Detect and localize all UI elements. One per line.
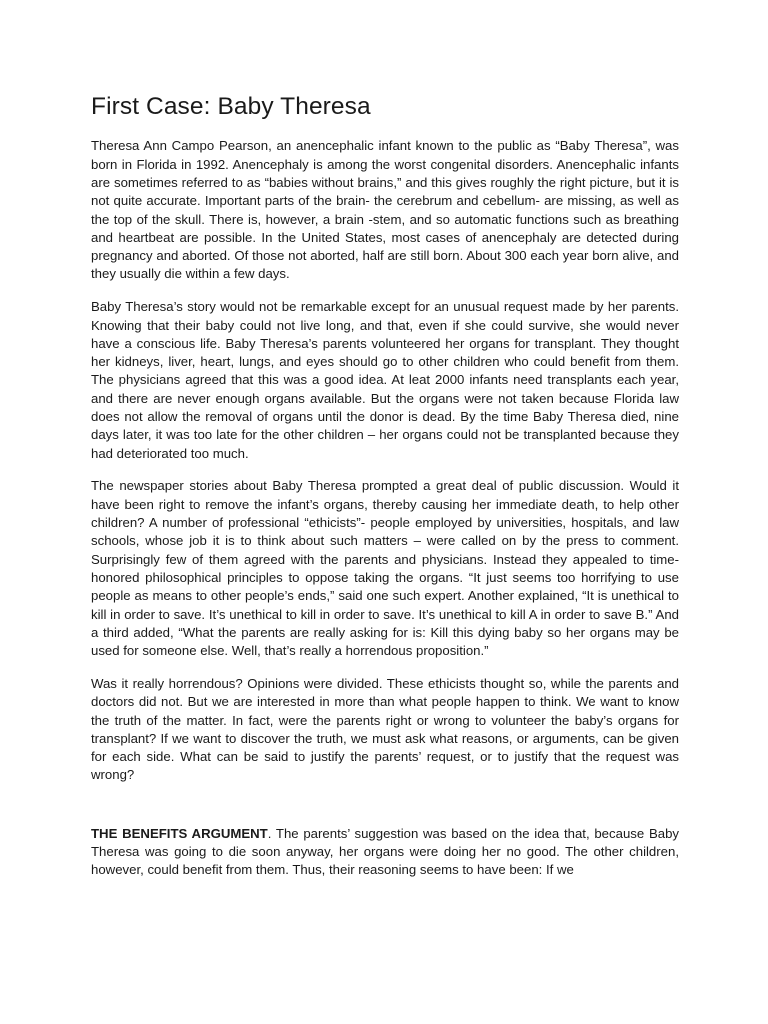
document-title: First Case: Baby Theresa xyxy=(91,93,371,120)
paragraph-question: Was it really horrendous? Opinions were divided. These ethicists thought so, while the parents and doctors did not. But we are interested in more than what people happen to think. We want to know the truth of the matter. In fact, were the parents right or wrong to volunteer the baby’s organs for transplant? If we want to discover the truth, we must ask what reasons, or arguments, can be given for each side. What can be said to justify the parents’ request, or to justify that the request was wrong? xyxy=(91,675,679,783)
paragraph-discussion: The newspaper stories about Baby Theresa prompted a great deal of public discussion. Would it have been right to remove the infant’s organs, thereby causing her immediate death, to help other children? A number of professional “ethicists”- people employed by universities, hospitals, and law schools, whose job it is to think about such matters – were called on by the press to comment. Surprisingly few of them agreed with the parents and physicians. Instead they appealed to time-honored philosophical principles to oppose taking the organs. “It just seems too horrifying to use people as means to other people’s ends,” said one such expert. Another explained, “It is unethical to kill in order to save. It’s unethical to kill in order to save. It’s unethical to kill A in order to save B.” And a third added, “What the parents are really asking for is: Kill this dying baby so her organs may be used for someone else. Well, that’s really a horrendous proposition.” xyxy=(91,478,679,659)
paragraph-intro: Theresa Ann Campo Pearson, an anencephalic infant known to the public as “Baby Theresa”, was born in Florida in 1992. Anencephaly is among the worst congenital disorders. Anencephalic infants are sometimes referred to as “babies without brains,” and this gives roughly the right picture, but it is not quite accurate. Important parts of the brain- the cerebrum and cebellum- are missing, as well as the top of the skull. There is, however, a brain -stem, and so automatic functions such as breathing and heartbeat are possible. In the United States, most cases of anencephaly are detected during pregnancy and aborted. Of those not aborted, half are still born. About 300 each year born alive, and they usually die within a few days. xyxy=(91,138,679,282)
paragraph-request: Baby Theresa’s story would not be remarkable except for an unusual request made by her parents. Knowing that their baby could not live long, and that, even if she could survive, she would never have a conscious life. Baby Theresa’s parents volunteered her organs for transplant. They thought her kidneys, liver, heart, lungs, and eyes should go to other children who could benefit from them. The physicians agreed that this was a good idea. At leat 2000 infants need transplants each year, and there are never enough organs available. But the organs were not taken because Florida law does not allow the removal of organs until the donor is dead. By the time Baby Theresa died, nine days later, it was too late for the other children – her organs could not be transplanted because they had deteriorated too much. xyxy=(91,299,679,461)
benefits-argument-text: . The parents’ suggestion was based on the idea that, because Baby Theresa was going to die soon anyway, her organs were doing her no good. The other children, however, could benefit from them. Thus, their reasoning seems to have been: If we xyxy=(91,825,679,878)
document-page xyxy=(91,92,679,894)
benefits-argument-heading: THE BENEFITS ARGUMENT xyxy=(91,825,268,841)
paragraph-benefits-argument xyxy=(91,825,679,880)
